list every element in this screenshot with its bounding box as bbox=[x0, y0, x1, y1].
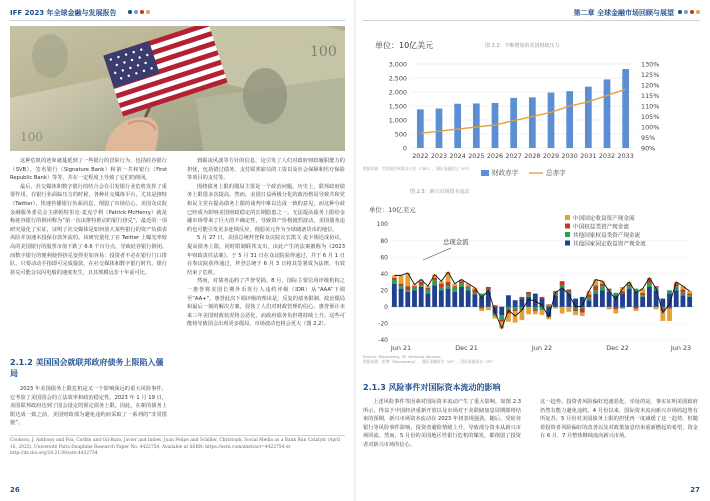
header-dot bbox=[134, 10, 138, 14]
stacked-bar-segment bbox=[513, 309, 518, 311]
legend-label: 其他国家固定收益资产现金流 bbox=[573, 241, 646, 248]
x-tick-label: 2022 bbox=[412, 152, 429, 160]
stacked-bar-segment bbox=[546, 304, 551, 305]
stacked-bar-segment bbox=[519, 297, 524, 299]
stacked-bar-segment bbox=[526, 292, 531, 294]
stacked-bar-segment bbox=[479, 309, 484, 311]
y-right-tick-label: 130% bbox=[641, 60, 660, 69]
y-right-tick-label: 100% bbox=[641, 123, 660, 132]
right-column-1 bbox=[363, 398, 521, 450]
y-right-tick-label: 105% bbox=[641, 113, 660, 121]
header-dot bbox=[128, 10, 132, 14]
stacked-bar-segment bbox=[486, 292, 491, 307]
x-tick-label: Jun 23 bbox=[670, 344, 692, 352]
stacked-bar-segment bbox=[513, 307, 518, 309]
left-column-2 bbox=[187, 157, 345, 329]
stacked-bar-segment bbox=[634, 309, 639, 311]
legend-label: 中国权益类资产现金流 bbox=[573, 224, 629, 231]
annotation-pointer bbox=[423, 248, 451, 260]
bar-fiscal-deficit bbox=[417, 109, 424, 148]
stacked-bar-segment bbox=[580, 307, 585, 309]
stacked-bar-segment bbox=[613, 293, 618, 295]
stacked-bar-segment bbox=[593, 290, 598, 293]
y-tick-label: -20 bbox=[378, 320, 388, 328]
stacked-bar-segment bbox=[634, 307, 639, 309]
stacked-bar-segment bbox=[566, 307, 571, 312]
x-tick-label: 2032 bbox=[598, 152, 616, 160]
bar-fiscal-deficit bbox=[622, 69, 629, 148]
stacked-bar-segment bbox=[392, 280, 397, 284]
y-right-tick-label: 90% bbox=[641, 144, 656, 153]
section-heading-2-1-2: 2.1.2 美国国会就联邦政府债务上限陷入僵局 bbox=[10, 358, 164, 378]
x-tick-label: Dec 21 bbox=[455, 344, 478, 352]
stacked-bar-segment bbox=[613, 309, 618, 313]
x-tick-label: 2029 bbox=[542, 152, 560, 160]
stacked-bar-segment bbox=[479, 307, 484, 309]
svg-text:100: 100 bbox=[20, 130, 43, 144]
left-running-header: IFF 2023 年全球金融与发展报告 bbox=[10, 9, 117, 17]
stacked-bar-segment bbox=[580, 313, 585, 316]
legend-swatch bbox=[565, 232, 570, 237]
bar-fiscal-deficit bbox=[566, 91, 573, 148]
x-tick-label: Dec 22 bbox=[606, 344, 629, 352]
stacked-bar-segment bbox=[439, 284, 444, 287]
stacked-bar-segment bbox=[399, 275, 404, 283]
stacked-bar-segment bbox=[674, 284, 679, 286]
stacked-bar-segment bbox=[392, 278, 397, 280]
x-tick-label: 2024 bbox=[449, 152, 466, 160]
bar-fiscal-deficit bbox=[454, 104, 461, 148]
capital-flows-chart bbox=[363, 198, 703, 353]
y-tick-label: 40 bbox=[380, 270, 388, 278]
stacked-bar-segment bbox=[513, 300, 518, 307]
stacked-bar-segment bbox=[446, 282, 451, 286]
header-dot bbox=[684, 10, 688, 14]
header-dot bbox=[678, 10, 682, 14]
x-tick-label: 2025 bbox=[468, 152, 485, 160]
stacked-bar-segment bbox=[419, 285, 424, 287]
paragraph: 最后，社交媒体和数字银行的结合会在引发银行业危机发挥了重要作用。在银行业面临压力的时候，各种社交媒体平台，尤其是推特（Twitter），快速传播银行负面消息，削弱了市场信心。美国众议院金融服务委员会主席帕特里克·麦克亨利（Patrick McHenry）就是称硅谷银行的倒闭称为“第一次由推特推动的银行挤兑”，最近的一项研究量化了实证，证明了社交媒体是如何放大某些银行的资产负债表风险并加速未投保存款外流的。该研究量化了在 Twitter 上曝光率较高的美国银行的股票市值下跌了 6.6 个百分点，导致硅谷银行倒闭。而数字银行的便利使得挤兑变得更加容易：投资者不必在银行门口排队，只要动动手指即可完成提款，在社交媒体和数字银行时代，银行挤兑可能会以闪电般的速度发生，且其规模远非十年前可比。 bbox=[10, 183, 167, 276]
footnote: Cookson, J. Anthony and Fox, Corbin and Gil-Bazo, Javier and Imbet, Juan Felipe and Schiller, Christoph, Social Media as a Bank Run Catalyst (April 16, 2023). Université Paris-Dauphine Research Paper No. 4422754, Available at SSRN: https://ssrn.com/abstract=4422754 or http://dx.doi.org/10.2139/ssrn.4422754 bbox=[10, 438, 341, 457]
stacked-bar-segment bbox=[439, 290, 444, 307]
x-tick-label: Jun 21 bbox=[390, 344, 412, 352]
stacked-bar-segment bbox=[446, 286, 451, 288]
stacked-bar-segment bbox=[533, 307, 538, 309]
stacked-bar-segment bbox=[519, 299, 524, 307]
stacked-bar-segment bbox=[486, 287, 491, 289]
figure-2-2-source: 数据来源：美国国会预算办公室（CBO），国际金融论坛（IFF） bbox=[363, 166, 472, 171]
stacked-bar-segment bbox=[580, 309, 585, 313]
y-left-tick-label: 2,500 bbox=[388, 74, 407, 83]
stacked-bar-segment bbox=[681, 295, 686, 307]
stacked-bar-segment bbox=[432, 280, 437, 285]
y-left-tick-label: 0 bbox=[402, 144, 407, 153]
stacked-bar-segment bbox=[432, 285, 437, 307]
stacked-bar-segment bbox=[446, 289, 451, 307]
y-left-tick-label: 2,000 bbox=[388, 88, 407, 97]
bar-fiscal-deficit bbox=[604, 79, 611, 148]
y-tick-label: 20 bbox=[380, 287, 388, 295]
svg-text:100: 100 bbox=[310, 44, 337, 60]
stacked-bar-segment bbox=[405, 292, 410, 307]
stacked-bar-segment bbox=[560, 289, 565, 307]
stacked-bar-segment bbox=[607, 292, 612, 307]
y-right-tick-label: 95% bbox=[641, 134, 656, 142]
stacked-bar-segment bbox=[647, 283, 652, 287]
x-tick-label: 2030 bbox=[561, 152, 578, 160]
bar-fiscal-deficit bbox=[585, 87, 592, 148]
stacked-bar-segment bbox=[452, 288, 457, 292]
x-tick-label: 2033 bbox=[617, 152, 634, 160]
stacked-bar-segment bbox=[399, 289, 404, 307]
stacked-bar-segment bbox=[553, 295, 558, 307]
bar-fiscal-deficit bbox=[548, 93, 555, 148]
y-tick-label: 80 bbox=[380, 237, 388, 245]
y-right-tick-label: 120% bbox=[641, 81, 660, 90]
stacked-bar-segment bbox=[600, 286, 605, 290]
stacked-bar-segment bbox=[452, 286, 457, 288]
y-left-tick-label: 3,000 bbox=[388, 60, 407, 69]
stacked-bar-segment bbox=[627, 289, 632, 307]
stacked-bar-segment bbox=[687, 297, 692, 307]
photo-illustration bbox=[10, 26, 345, 151]
x-tick-label: 2028 bbox=[524, 152, 541, 160]
header-dot bbox=[140, 10, 144, 14]
fiscal-pressure-chart bbox=[363, 30, 703, 185]
stacked-bar-segment bbox=[640, 293, 645, 295]
stacked-bar-segment bbox=[540, 297, 545, 299]
stacked-bar-segment bbox=[620, 294, 625, 307]
legend-label-total-deficit: 总赤字 bbox=[546, 169, 566, 177]
stacked-bar-segment bbox=[499, 315, 504, 319]
stacked-bar-segment bbox=[446, 272, 451, 282]
paragraph: 到霸凌风波等方针的信息，这引发了人们对政府财政履职能力的担忧，包括错过债务、支付联邦雇员的工资以及社会保障和医疗保险等项目的支付等。 bbox=[187, 158, 345, 182]
stacked-bar-segment bbox=[587, 300, 592, 307]
stacked-bar-segment bbox=[566, 294, 571, 307]
bar-fiscal-deficit bbox=[510, 98, 517, 148]
source-chinese: 数据来源：彭博（Bloomberg），国际金融协会（IIF），国际金融论坛（IFF） bbox=[363, 359, 497, 365]
stacked-bar-segment bbox=[560, 281, 565, 285]
stacked-bar-segment bbox=[613, 307, 618, 309]
stacked-bar-segment bbox=[647, 287, 652, 307]
stacked-bar-segment bbox=[560, 307, 565, 314]
figure-2-3-caption: 图 2.3：新兴市场资本流动 bbox=[410, 189, 470, 195]
left-column-1 bbox=[10, 157, 167, 277]
stacked-bar-segment bbox=[499, 319, 504, 321]
stacked-bar-segment bbox=[392, 284, 397, 307]
stacked-bar-segment bbox=[634, 292, 639, 307]
stacked-bar-segment bbox=[452, 292, 457, 307]
stacked-bar-segment bbox=[412, 287, 417, 290]
y-right-tick-label: 125% bbox=[641, 71, 660, 79]
stacked-bar-segment bbox=[540, 310, 545, 315]
stacked-bar-segment bbox=[681, 293, 686, 295]
bar-fiscal-deficit bbox=[436, 109, 443, 148]
stacked-bar-segment bbox=[573, 299, 578, 307]
bar-fiscal-deficit bbox=[529, 97, 536, 148]
stacked-bar-segment bbox=[654, 290, 659, 307]
stacked-bar-segment bbox=[506, 295, 511, 307]
y-tick-label: 60 bbox=[380, 254, 388, 262]
x-tick-label: 2026 bbox=[486, 152, 504, 160]
stacked-bar-segment bbox=[499, 307, 504, 315]
stacked-bar-segment bbox=[593, 294, 598, 307]
x-tick-label: Jun 22 bbox=[531, 344, 553, 352]
stacked-bar-segment bbox=[674, 290, 679, 307]
y-tick-label: 100 bbox=[376, 221, 388, 229]
stacked-bar-segment bbox=[600, 290, 605, 307]
header-dot bbox=[696, 10, 700, 14]
stacked-bar-segment bbox=[459, 281, 464, 283]
stacked-bar-segment bbox=[667, 290, 672, 293]
y-right-tick-label: 115% bbox=[641, 92, 660, 100]
legend-swatch-fiscal-deficit bbox=[481, 170, 489, 176]
stacked-bar-segment bbox=[687, 291, 692, 293]
stacked-bar-segment bbox=[667, 309, 672, 321]
right-header-dots bbox=[678, 10, 700, 14]
stacked-bar-segment bbox=[405, 290, 410, 292]
chart-unit-label: 单位：10亿美元 bbox=[375, 41, 434, 50]
page-number-right: 27 bbox=[690, 486, 700, 494]
paragraph: 5 月 27 日，美国总统拜登和众议院议长凯文·麦卡锡达成协议，提高债务上限，同时限制联邦支出，由此产生的法案被称为《2023 年财政责任法案》。于 5 月 31 日在众议院获得通过，并于 6 月 1 日在参议院获得通过，拜登总统于 6 月 3 日将其签署成为法律，有效结束了危机。 bbox=[187, 235, 345, 276]
right-running-header: 第二章 全球金融市场回顾与展望 bbox=[573, 9, 674, 17]
stacked-bar-segment bbox=[681, 289, 686, 292]
figure-2-3-source bbox=[363, 354, 496, 364]
stacked-bar-segment bbox=[573, 309, 578, 311]
stacked-bar-segment bbox=[566, 289, 571, 291]
stacked-bar-segment bbox=[399, 284, 404, 286]
chart-unit-label: 单位：10亿美元 bbox=[369, 206, 416, 214]
stacked-bar-segment bbox=[654, 307, 659, 309]
figure-2-2-caption: 图 2.2：不断增加的美国财政压力 bbox=[485, 43, 560, 49]
page-number-left: 26 bbox=[10, 486, 20, 494]
stacked-bar-segment bbox=[472, 294, 477, 306]
stacked-bar-segment bbox=[425, 294, 430, 307]
stacked-bar-segment bbox=[399, 286, 404, 288]
page-gutter bbox=[354, 0, 356, 501]
x-tick-label: 2027 bbox=[505, 152, 522, 160]
stacked-bar-segment bbox=[526, 294, 531, 296]
line-total-deficit bbox=[420, 89, 625, 133]
stacked-bar-segment bbox=[640, 295, 645, 297]
stacked-bar-segment bbox=[412, 290, 417, 307]
paragraph: 上述风险事件等因素对国际资本流动产生了重大影响。如图 2.3 所示，得益于中国经济重新开放以及市场对于美联储加息周期即将结束的预期，新兴市场资本流动在 2023 年初表现强劲。随后，受硅谷银行等风险事件影响，投资者避险情绪上升，导致部分资本从新兴市场回流。然而，5 月份的美国地区性银行危机的爆发，都削弱了投资者对新兴市场的信心。 bbox=[363, 399, 521, 448]
legend-swatch bbox=[565, 224, 570, 229]
annotation-total-flow: 总现金流 bbox=[443, 238, 469, 246]
y-tick-label: -40 bbox=[378, 337, 388, 345]
legend-label-fiscal-deficit: 财政赤字 bbox=[492, 169, 519, 177]
stacked-bar-segment bbox=[486, 307, 491, 310]
stacked-bar-segment bbox=[587, 298, 592, 300]
stacked-bar-segment bbox=[459, 284, 464, 287]
stacked-bar-segment bbox=[627, 286, 632, 288]
x-tick-label: 2023 bbox=[430, 152, 448, 160]
stacked-bar-segment bbox=[687, 294, 692, 296]
legend-label: 中国国定收益资产现金流 bbox=[573, 216, 635, 222]
stacked-bar-segment bbox=[513, 311, 518, 323]
stacked-bar-segment bbox=[405, 286, 410, 290]
header-dot bbox=[146, 10, 150, 14]
stacked-bar-segment bbox=[526, 307, 531, 314]
stacked-bar-segment bbox=[687, 295, 692, 297]
stacked-bar-segment bbox=[466, 288, 471, 290]
legend-swatch bbox=[565, 215, 570, 220]
y-left-tick-label: 1,500 bbox=[388, 102, 407, 111]
stacked-bar-segment bbox=[439, 287, 444, 290]
stacked-bar-segment bbox=[593, 285, 598, 290]
y-tick-label: 0 bbox=[384, 304, 388, 312]
bar-fiscal-deficit bbox=[473, 103, 480, 148]
header-dot bbox=[690, 10, 694, 14]
stacked-bar-segment bbox=[419, 287, 424, 307]
stacked-bar-segment bbox=[533, 311, 538, 314]
stacked-bar-segment bbox=[607, 307, 612, 309]
stacked-bar-segment bbox=[466, 290, 471, 307]
left-header-rule bbox=[10, 20, 345, 21]
stacked-bar-segment bbox=[573, 311, 578, 315]
y-left-tick-label: 1,000 bbox=[388, 116, 407, 125]
y-right-tick-label: 110% bbox=[641, 102, 660, 111]
stacked-bar-segment bbox=[419, 282, 424, 285]
stacked-bar-segment bbox=[459, 287, 464, 307]
source-english: Source: Bloomberg, IIF, National Sources. bbox=[363, 354, 442, 359]
stacked-bar-segment bbox=[472, 293, 477, 295]
footnote-rule bbox=[10, 435, 345, 436]
paragraph: 2023 年美国债务上限危机是又一个影响深远的重大风险事件，它考验了美国国会的立法效率和政治稳定性。2023 年 1 月 19 日，美国联邦政府达到了国会设定的预定债务上限。因此，在新的债务上限达成一致之前，美国财政部为避免违约而采取了一系列的“非常措施”。 bbox=[10, 386, 167, 427]
legend-label: 其他国家权益类资产现金流 bbox=[573, 233, 641, 239]
flag-and-banknotes-photo bbox=[10, 26, 345, 151]
stacked-bar-segment bbox=[533, 309, 538, 311]
stacked-bar-segment bbox=[425, 288, 430, 290]
left-header-dots bbox=[128, 10, 150, 14]
stacked-bar-segment bbox=[466, 286, 471, 288]
stacked-bar-segment bbox=[640, 297, 645, 307]
section-heading-2-1-3: 2.1.3 风险事件对国际资本流动的影响 bbox=[363, 383, 501, 392]
right-header-rule bbox=[363, 20, 700, 21]
left-column-1-continued bbox=[10, 385, 167, 428]
stacked-bar-segment bbox=[546, 305, 551, 307]
paragraph: 这一趋势。投资者风险偏好迅速恶化，牵扯的是、事实证明美国政府仍然有能力避免违约。4 月份以来，国际资本流向新兴市场的趋势有所复苏，5 月份对美国债务上限的担忧再一度减缓了这一趋势。但随着投资者风险偏好的改善以及对政策加息结束重新燃起的希望，资金在 6 月、7 月整体继续流向新兴市场。 bbox=[540, 399, 698, 440]
legend-swatch bbox=[565, 241, 570, 246]
stacked-bar-segment bbox=[425, 289, 430, 293]
paragraph: 然而，对债务违约了声誉受损。8 月，国际主要信用评级机构之一惠誉将美国长期外币发行人违约评级（IDR）从“AAA”下调至“AA+”。惠誉此次下调评级的理由是，反复的债务限制、政治僵局和最后一刻的解决方案，侵蚀了人们对财政管理的信心。惠誉预计未来三年美国财政状况将会恶化，而政府债务负担将持续上升。这些可能将导致国会出现更多僵局，市场波动也将会更大（图 2.2）。 bbox=[187, 278, 345, 328]
stacked-bar-segment bbox=[553, 307, 558, 309]
y-left-tick-label: 500 bbox=[394, 130, 407, 139]
stacked-bar-segment bbox=[405, 273, 410, 286]
stacked-bar-segment bbox=[412, 286, 417, 287]
paragraph: 这种危机的迹象就蔓延到了一些银行的冒险行为，包括硅谷银行（SVB）、签名银行（Signature Bank）和第一共和银行（First Republic Bank）等等，并在一定程度上导致了它们的倒闭。 bbox=[10, 158, 167, 182]
x-tick-label: 2031 bbox=[580, 152, 597, 160]
right-column-2 bbox=[540, 398, 698, 441]
stacked-bar-segment bbox=[620, 307, 625, 309]
paragraph: 围绕债务上限的僵局主要是一个政治问题。历史上，联邦政府债务上限很多次提高。然而，美国日益两极分化的政治格局导致共和党和民主党在提高债务上限的谈判中难以达成一致的意见，而这种分歧已经成为影响美国财政稳定的长期隐患之一。无法提高债务上限给金融市场带来了巨大的不确定性，导致资产价格剧烈波动。美国债务违约也可能引发更多连锁反应，削弱美元作为全球储备货币的地位。 bbox=[187, 183, 345, 233]
